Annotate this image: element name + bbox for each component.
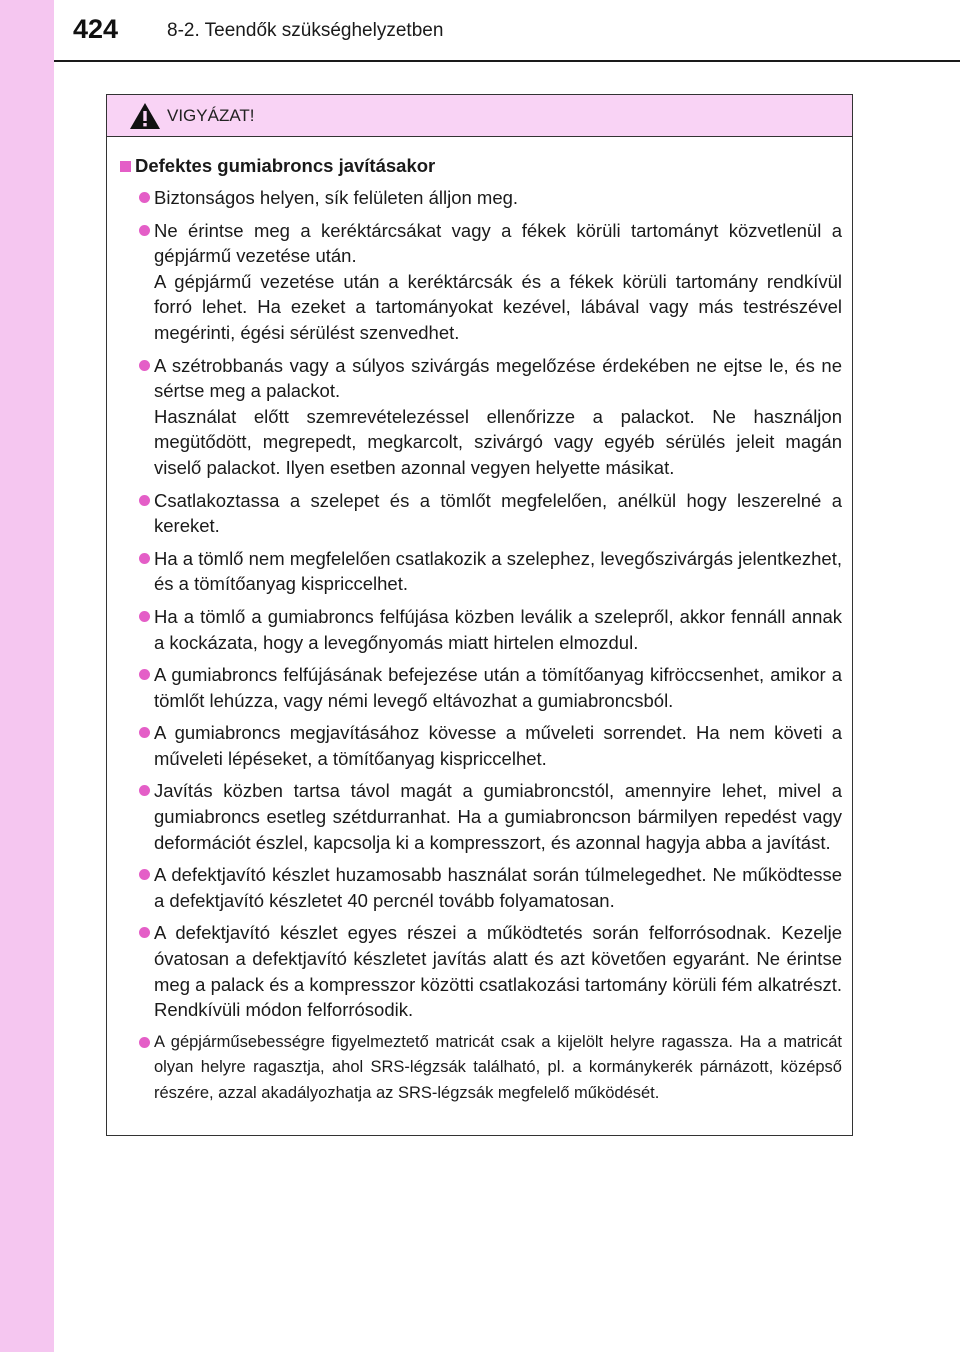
list-item (120, 488, 842, 539)
bullet-icon (139, 495, 150, 506)
caution-content (107, 137, 852, 1106)
paragraph: A defektjavító készlet huzamosabb használat során túlmelegedhet. Ne működtesse a defektjavító készletet 40 percnél tovább folyamatosan. (154, 864, 842, 911)
bullet-icon (139, 611, 150, 622)
paragraph: Ha a tömlő a gumiabroncs felfújása közben leválik a szelepről, akkor fennáll annak a kockázata, hogy a levegőnyomás miatt hirtelen elmozdul. (154, 605, 842, 653)
bullet-icon (139, 727, 150, 738)
paragraph: Ha a tömlő nem megfelelően csatlakozik a szelephez, levegőszivárgás jelentkezhet, és a tömítőanyag kispriccelhet. (154, 547, 842, 595)
list-item (120, 353, 842, 481)
paragraph: A defektjavító készlet egyes részei a működtetés során felforrósodnak. Kezelje óvatosan a defektjavító készletet javítás alatt és azt követően egyaránt. Ne érintse meg a palack és a kompresszor közötti csatlakozási tartomány körüli fém alkatrészt. Rendkívüli módon felforrósodik. (154, 922, 842, 1021)
caution-heading (120, 155, 842, 177)
list-item (120, 778, 842, 855)
bullet-icon (139, 225, 150, 236)
paragraph: Biztonságos helyen, sík felületen álljon meg. (154, 187, 519, 208)
paragraph: Javítás közben tartsa távol magát a gumiabroncstól, amennyire lehet, mivel a gumiabroncs esetleg szétdurranhat. Ha a gumiabroncson bármilyen repedést vagy deformációt észlel, kapcsolja ki a kompresszort, és azonnal hagyja abba a javítást. (154, 780, 842, 853)
bullet-icon (139, 669, 150, 680)
caution-header (107, 95, 852, 137)
list-item (120, 1030, 842, 1106)
square-bullet-icon (120, 161, 131, 172)
page-sidebar-tab (0, 0, 54, 1352)
bullet-icon (139, 927, 150, 938)
list-item (120, 662, 842, 713)
bullet-icon (139, 785, 150, 796)
paragraph: Használat előtt szemrevételezéssel ellenőrizze a palackot. Ne használjon megütődött, megrepedt, megkarcolt, szivárgó vagy egyéb sérülés jeleit magán viselő palackot. Ilyen esetben azonnal vegyen helyette másikat. (154, 405, 842, 478)
list-item (120, 604, 842, 655)
caution-box (106, 94, 853, 1136)
paragraph: A gépjármű vezetése után a keréktárcsák és a fékek körüli tartomány rendkívül forró lehet. Ha ezeket a tartományokat kezével, lábával vagy más testrészével megérinti, égési sérülést szenvedhet. (154, 270, 842, 343)
paragraph: A szétrobbanás vagy a súlyos szivárgás megelőzése érdekében ne ejtse le, és ne sértse meg a palackot. (154, 354, 842, 402)
warning-triangle-icon (129, 102, 161, 130)
header-divider (54, 60, 960, 62)
list-item (120, 218, 842, 346)
page-number: 424 (73, 14, 119, 44)
bullet-icon (139, 869, 150, 880)
bullet-icon (139, 192, 150, 203)
paragraph: Csatlakoztassa a szelepet és a tömlőt megfelelően, anélkül hogy leszerelné a kereket. (154, 489, 842, 537)
list-item (120, 546, 842, 597)
paragraph: Ne érintse meg a keréktárcsákat vagy a fékek körüli tartományt közvetlenül a gépjármű vezetése után. (154, 219, 842, 267)
list-item (120, 862, 842, 913)
bullet-icon (139, 360, 150, 371)
list-item (120, 920, 842, 1022)
caution-heading-text: Defektes gumiabroncs javításakor (135, 155, 436, 176)
paragraph: A gumiabroncs felfújásának befejezése után a tömítőanyag kifröccsenhet, amikor a tömlőt lehúzza, vagy némi levegő eltávozhat a gumiabroncsból. (154, 664, 842, 711)
paragraph: A gépjárműsebességre figyelmeztető matricát csak a kijelölt helyre ragassza. Ha a matricát olyan helyre ragasztja, ahol SRS-légzsák található, pl. a kormánykerék párnázott, középső részére, azzal akadályozhatja az SRS-légzsák megfelelő működését. (154, 1032, 842, 1102)
list-item (120, 185, 842, 211)
caution-label: VIGYÁZAT! (167, 106, 255, 125)
section-title: 8-2. Teendők szükséghelyzetben (167, 20, 444, 41)
paragraph: A gumiabroncs megjavításához kövesse a műveleti sorrendet. Ha nem követi a műveleti lépéseket, a tömítőanyag kispriccelhet. (154, 722, 842, 769)
list-item (120, 720, 842, 771)
bullet-icon (139, 553, 150, 564)
bullet-icon (139, 1037, 150, 1048)
